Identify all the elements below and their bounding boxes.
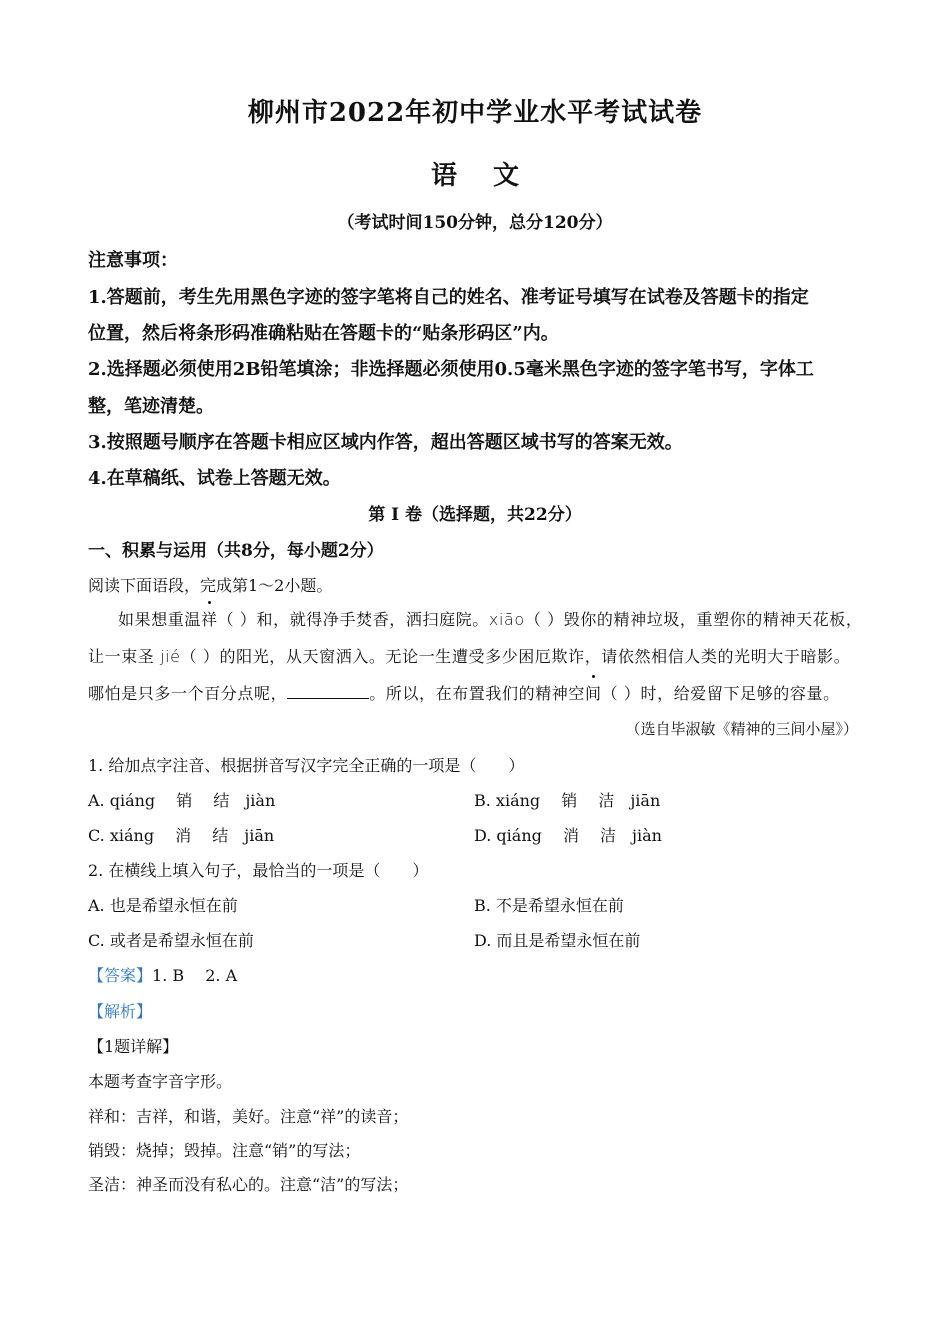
subject-heading xyxy=(0,155,950,192)
analysis-paragraph-3: 销毁：烧掉；毁掉。注意“销”的写法； xyxy=(88,1141,361,1160)
notice-item-2-line-2: 整，笔迹清楚。 xyxy=(88,396,214,417)
answer-text: 1. B 2. A xyxy=(152,966,238,985)
passage-line-3-a: 哪怕是只多一个百分点呢， xyxy=(88,684,288,703)
part-heading: 一、积累与运用（共8分，每小题2分） xyxy=(88,541,384,561)
fill-blank xyxy=(287,684,369,699)
answer-tag: 【答案】 xyxy=(88,966,153,985)
notice-item-1-line-1: 1.答题前，考生先用黑色字迹的签字笔将自己的姓名、准考证号填写在试卷及答题卡的指定 xyxy=(88,287,809,308)
notice-heading: 注意事项： xyxy=(88,250,178,271)
time-note: （考试时间150分钟，总分120分） xyxy=(337,213,613,233)
analysis-paragraph-1: 本题考查字音字形。 xyxy=(88,1072,233,1091)
passage-line-1 xyxy=(118,607,863,630)
question-2-stem: 2. 在横线上填入句子，最恰当的一项是（ ） xyxy=(88,861,429,880)
emphasis-dot-char: 间 xyxy=(585,681,602,704)
detail-tag: 【1题详解】 xyxy=(88,1037,179,1056)
passage-line-3-c: （ ）时，给爱留下足够的容量。 xyxy=(601,684,840,703)
notice-item-4: 4.在草稿纸、试卷上答题无效。 xyxy=(88,468,341,489)
question-2-option-d: D. 而且是希望永恒在前 xyxy=(474,931,641,950)
passage-line-3 xyxy=(88,681,840,704)
exam-title: 柳州市2022年初中学业水平考试试卷 xyxy=(247,98,703,128)
question-2-option-c: C. 或者是希望永恒在前 xyxy=(88,931,254,950)
passage-source: （选自毕淑敏《精神的三间小屋》） xyxy=(625,720,858,738)
passage-line-2: 让一束圣 jié（ ）的阳光，从天窗洒入。无论一生遭受多少困厄欺诈，请依然相信人类的光明大于暗影。 xyxy=(88,647,851,666)
notice-item-2-line-1: 2.选择题必须使用2B铅笔填涂；非选择题必须使用0.5毫米黑色字迹的签字笔书写，字体工 xyxy=(88,359,814,380)
analysis-paragraph-2: 祥和：吉祥，和谐，美好。注意“祥”的读音； xyxy=(88,1107,409,1126)
notice-item-3: 3.按照题号顺序在答题卡相应区域内作答，超出答题区域书写的答案无效。 xyxy=(88,432,683,453)
question-1-option-d: D. qiáng 消 洁 jiàn xyxy=(474,826,662,845)
question-1-option-c: C. xiáng 消 结 jiān xyxy=(88,826,275,845)
passage-line-1-b: （ ）和，就得净手焚香，洒扫庭院。xiāo（ ）毁你的精神垃圾，重塑你的精神天花板， xyxy=(217,610,863,629)
question-2-option-b: B. 不是希望永恒在前 xyxy=(474,896,624,915)
question-2-option-a: A. 也是希望永恒在前 xyxy=(88,896,238,915)
passage-line-3-b: 。所以，在布置我们的精神空 xyxy=(369,684,586,703)
analysis-tag: 【解析】 xyxy=(88,1002,153,1021)
analysis-paragraph-4: 圣洁：神圣而没有私心的。注意“洁”的写法； xyxy=(88,1175,409,1194)
subject-char-2: 文 xyxy=(493,161,520,191)
answer-line xyxy=(88,963,237,986)
emphasis-dot-char: 祥 xyxy=(201,607,218,630)
question-1-stem: 1. 给加点字注音、根据拼音写汉字完全正确的一项是（ ） xyxy=(88,756,525,775)
reading-instruction: 阅读下面语段，完成第1～2小题。 xyxy=(88,576,333,595)
question-1-option-a: A. qiáng 销 结 jiàn xyxy=(88,791,276,810)
notice-item-1-line-2: 位置，然后将条形码准确粘贴在答题卡的“贴条形码区”内。 xyxy=(88,323,559,344)
volume-heading: 第 Ⅰ 卷（选择题，共22分） xyxy=(368,505,582,525)
subject-char-1: 语 xyxy=(430,161,457,191)
question-1-option-b: B. xiáng 销 洁 jiān xyxy=(474,791,661,810)
passage-line-1-a: 如果想重温 xyxy=(118,610,202,629)
